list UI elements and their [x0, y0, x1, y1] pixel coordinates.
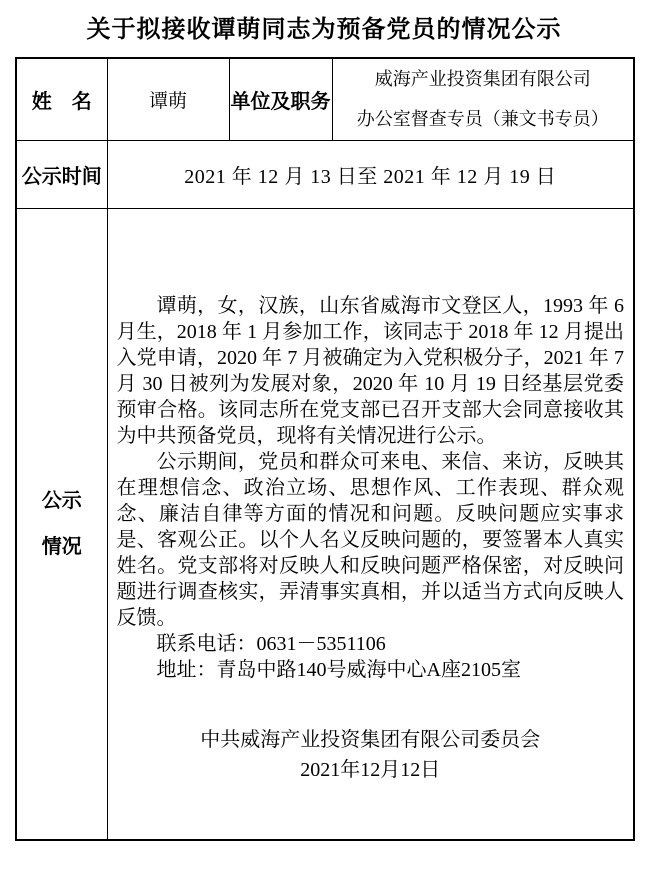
details-label-cell: [16, 208, 107, 840]
details-paragraph-2: 公示期间，党员和群众可来电、来信、来访，反映其在理想信念、政治立场、思想作风、工作表现、群众观念、廉洁自律等方面的情况和问题。反映问题应实事求是、客观公正。以个人名义反映问题的，要签署本人真实姓名。党支部将对反映人和反映问题严格保密，对反映问题进行调查核实，弄清事实真相，并以适当方式向反映人反馈。: [116, 450, 624, 629]
unit-label-cell: 单位及职务: [229, 58, 332, 140]
signature-date-line: 2021年12月12日: [300, 758, 441, 781]
page-title: 关于拟接收谭萌同志为预备党员的情况公示: [86, 17, 562, 43]
notice-table: [15, 57, 635, 841]
contact-phone-line: 联系电话：0631－5351106: [156, 632, 386, 655]
signature-committee-line: 中共威海产业投资集团有限公司委员会: [200, 728, 541, 751]
details-content-cell: [107, 208, 634, 840]
period-label-cell: 公示时间: [16, 140, 107, 208]
details-label-line2: 情况: [41, 535, 82, 558]
unit-company-line: 威海产业投资集团有限公司: [374, 69, 591, 90]
period-value-cell: 2021 年 12 月 13 日至 2021 年 12 月 19 日: [107, 140, 634, 208]
table-row-period: [16, 140, 634, 208]
signature-block: [117, 725, 625, 785]
contact-address-line: 地址：青岛中路140号威海中心A座2105室: [156, 658, 521, 681]
details-label-line1: 公示: [41, 489, 82, 512]
table-row-name: [16, 58, 634, 140]
name-value-cell: 谭萌: [107, 58, 229, 140]
unit-position-line: 办公室督查专员（兼文书专员）: [356, 109, 609, 130]
name-label-cell: 姓 名: [16, 58, 107, 140]
details-paragraph-1: 谭萌，女，汉族，山东省威海市文登区人，1993 年 6 月生，2018 年 1 月参加工作，该同志于 2018 年 12 月提出入党申请，2020 年 7 月被确定为入党积极分子，2021 年 7 月 30 日被列为发展对象，2020 年 10 月 19 日经基层党委预审合格。该同志所在党支部已召开支部大会同意接收其为中共预备党员，现将有关情况进行公示。: [116, 294, 624, 447]
table-row-details: [16, 208, 634, 840]
unit-value-cell: [332, 58, 634, 140]
